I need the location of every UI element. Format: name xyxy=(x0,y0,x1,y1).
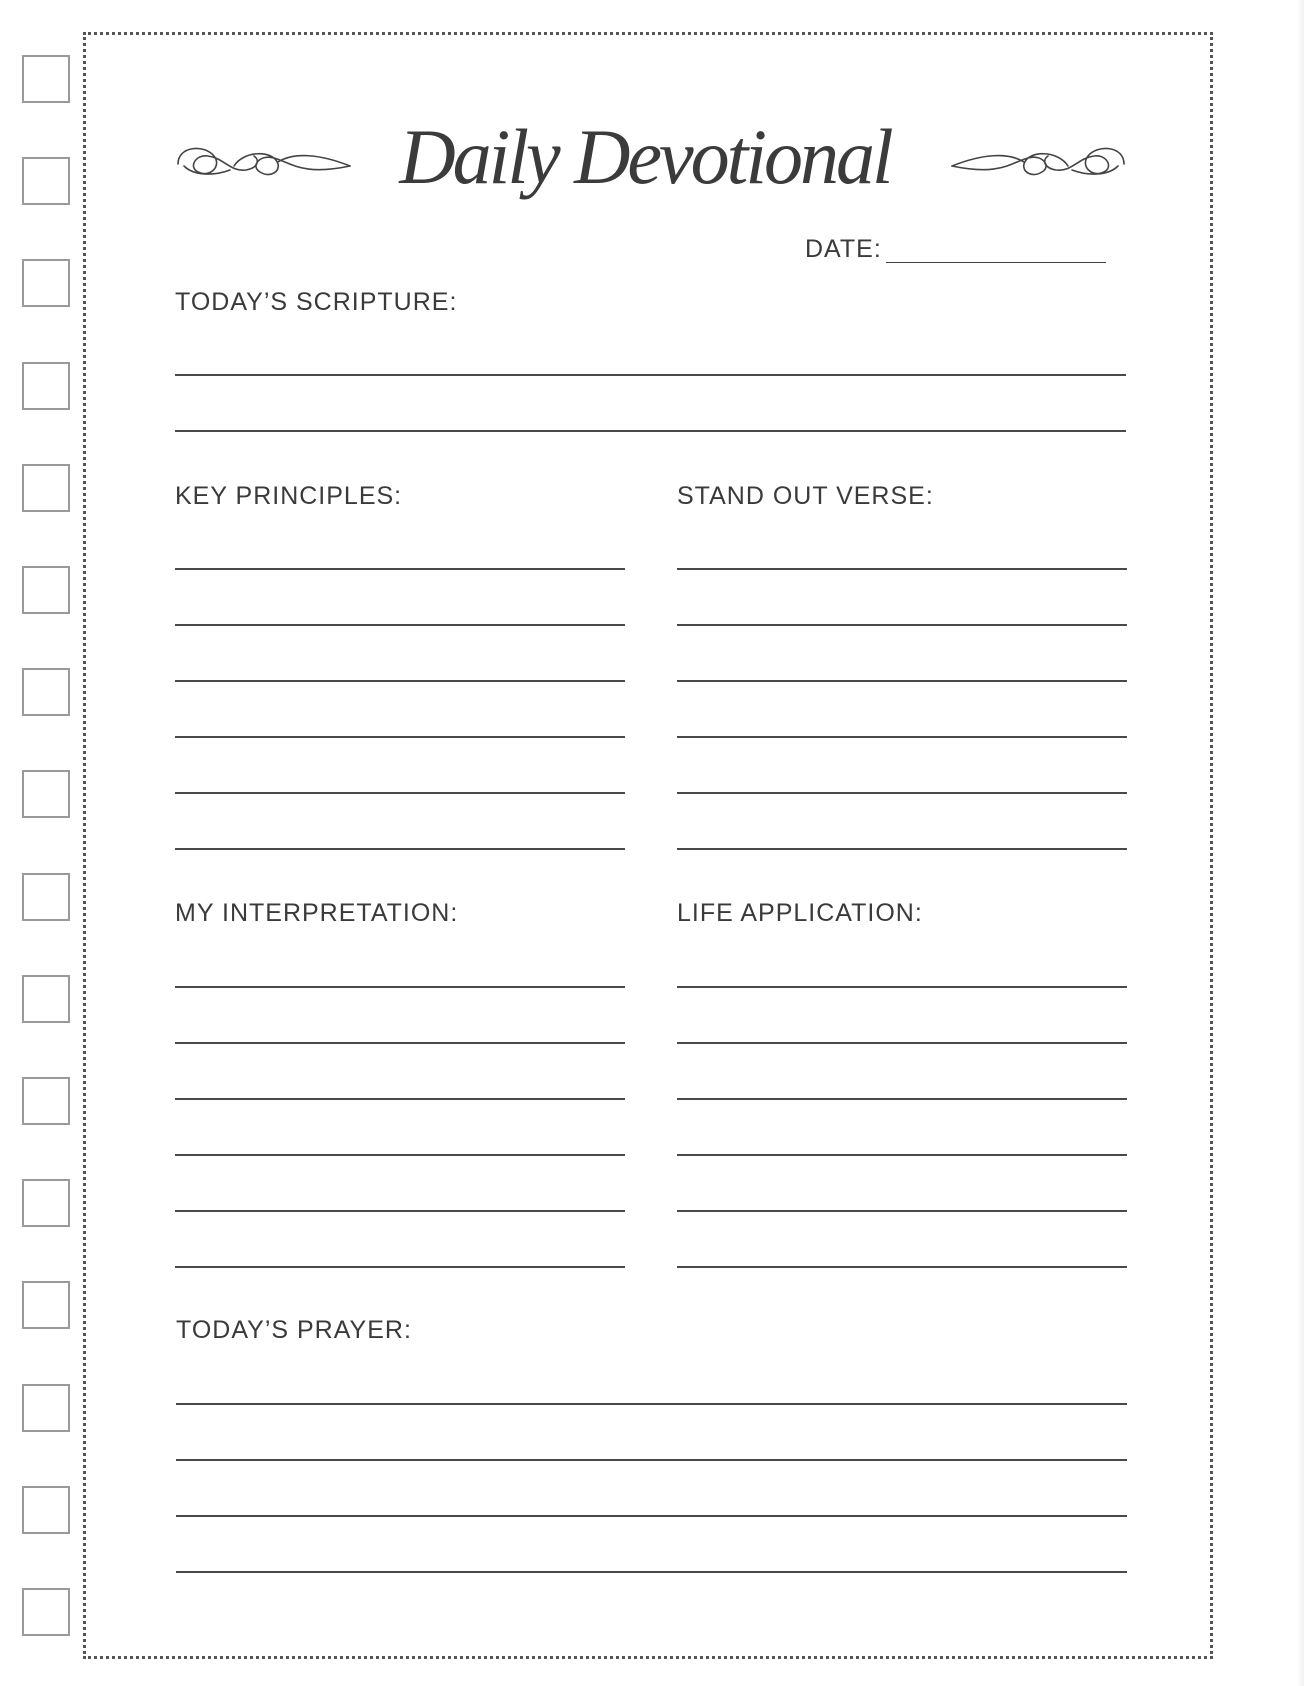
stand-out-verse-writing-line[interactable] xyxy=(677,568,1127,570)
key-principles-writing-line[interactable] xyxy=(175,792,625,794)
stand-out-verse-writing-line[interactable] xyxy=(677,736,1127,738)
key-principles-writing-line[interactable] xyxy=(175,848,625,850)
interpretation-writing-line[interactable] xyxy=(175,1098,625,1100)
prayer-writing-line[interactable] xyxy=(176,1571,1127,1573)
key-principles-writing-line[interactable] xyxy=(175,736,625,738)
scripture-label: TODAY’S SCRIPTURE: xyxy=(175,288,458,316)
prayer-writing-line[interactable] xyxy=(176,1459,1127,1461)
prayer-writing-line[interactable] xyxy=(176,1403,1127,1405)
checkbox[interactable] xyxy=(22,157,70,205)
interpretation-writing-line[interactable] xyxy=(175,1210,625,1212)
page-title: Daily Devotional xyxy=(399,113,891,200)
prayer-writing-line[interactable] xyxy=(176,1515,1127,1517)
scripture-writing-line[interactable] xyxy=(175,374,1126,376)
date-field-line[interactable] xyxy=(886,262,1106,263)
checkbox[interactable] xyxy=(22,770,70,818)
key-principles-writing-line[interactable] xyxy=(175,568,625,570)
checkbox[interactable] xyxy=(22,668,70,716)
checkbox[interactable] xyxy=(22,1588,70,1636)
checkbox[interactable] xyxy=(22,566,70,614)
date-label: DATE: xyxy=(805,235,882,263)
checkbox[interactable] xyxy=(22,464,70,512)
key-principles-writing-line[interactable] xyxy=(175,680,625,682)
life-application-writing-line[interactable] xyxy=(677,1154,1127,1156)
life-application-writing-line[interactable] xyxy=(677,1098,1127,1100)
interpretation-writing-line[interactable] xyxy=(175,1266,625,1268)
checkbox[interactable] xyxy=(22,975,70,1023)
life-application-writing-line[interactable] xyxy=(677,1210,1127,1212)
checkbox[interactable] xyxy=(22,362,70,410)
checkbox[interactable] xyxy=(22,1384,70,1432)
stand-out-verse-label: STAND OUT VERSE: xyxy=(677,482,934,510)
stand-out-verse-writing-line[interactable] xyxy=(677,624,1127,626)
life-application-label: LIFE APPLICATION: xyxy=(677,899,923,927)
checkbox[interactable] xyxy=(22,1179,70,1227)
scripture-writing-line[interactable] xyxy=(175,430,1126,432)
checkbox-column xyxy=(22,0,74,1686)
ornament-flourish-icon xyxy=(174,136,354,192)
ornament-flourish-icon xyxy=(948,136,1128,192)
checkbox[interactable] xyxy=(22,259,70,307)
interpretation-label: MY INTERPRETATION: xyxy=(175,899,459,927)
checkbox[interactable] xyxy=(22,1077,70,1125)
checkbox[interactable] xyxy=(22,1486,70,1534)
interpretation-writing-line[interactable] xyxy=(175,1042,625,1044)
life-application-writing-line[interactable] xyxy=(677,986,1127,988)
checkbox[interactable] xyxy=(22,1281,70,1329)
interpretation-writing-line[interactable] xyxy=(175,1154,625,1156)
interpretation-writing-line[interactable] xyxy=(175,986,625,988)
page-edge-shadow xyxy=(1297,0,1304,1686)
stand-out-verse-writing-line[interactable] xyxy=(677,848,1127,850)
key-principles-writing-line[interactable] xyxy=(175,624,625,626)
stand-out-verse-writing-line[interactable] xyxy=(677,792,1127,794)
life-application-writing-line[interactable] xyxy=(677,1042,1127,1044)
checkbox[interactable] xyxy=(22,873,70,921)
checkbox[interactable] xyxy=(22,55,70,103)
key-principles-label: KEY PRINCIPLES: xyxy=(175,482,403,510)
life-application-writing-line[interactable] xyxy=(677,1266,1127,1268)
prayer-label: TODAY’S PRAYER: xyxy=(176,1316,412,1344)
stand-out-verse-writing-line[interactable] xyxy=(677,680,1127,682)
page-frame xyxy=(83,32,1213,1659)
